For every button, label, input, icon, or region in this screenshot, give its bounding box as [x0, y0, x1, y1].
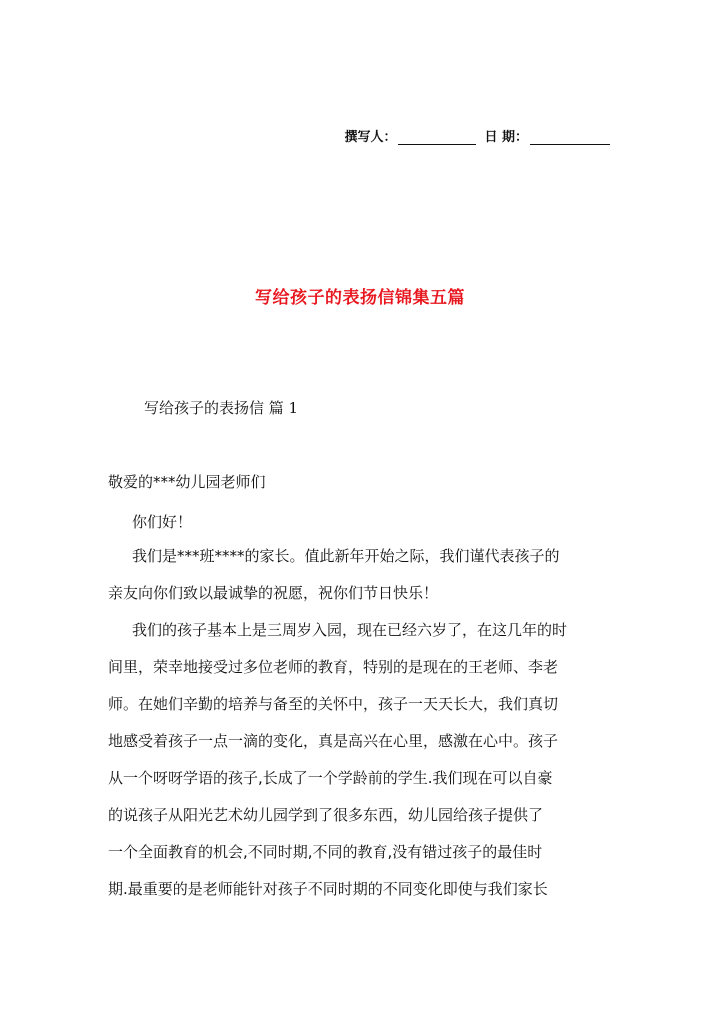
letter-salutation: 敬爱的***幼儿园老师们 — [108, 473, 266, 491]
section-subtitle: 写给孩子的表扬信 篇 1 — [144, 399, 299, 417]
paragraph-line: 期.最重要的是老师能针对孩子不同时期的不同变化即使与我们家长 — [108, 880, 548, 898]
paragraph-line: 的说孩子从阳光艺术幼儿园学到了很多东西，幼儿园给孩子提供了 — [108, 806, 544, 824]
date-label: 日 期： — [484, 130, 528, 145]
paragraph-line: 间里，荣幸地接受过多位老师的教育，特别的是现在的王老师、李老 — [108, 658, 559, 676]
author-label: 撰写人： — [344, 130, 397, 145]
paragraph-line: 师。在她们辛勤的培养与备至的关怀中，孩子一天天长大，我们真切 — [108, 695, 559, 713]
letter-greeting: 你们好！ — [132, 513, 193, 531]
document-title: 写给孩子的表扬信锦集五篇 — [255, 288, 465, 308]
date-blank — [530, 130, 610, 145]
author-date-line — [344, 126, 612, 145]
paragraph-line: 亲友向你们致以最诚挚的祝愿，祝你们节日快乐！ — [108, 584, 439, 602]
paragraph-1 — [108, 538, 612, 612]
paragraph-line: 我们的孩子基本上是三周岁入园，现在已经六岁了，在这几年的时 — [132, 621, 568, 639]
paragraph-line: 一个全面教育的机会,不同时期,不同的教育,没有错过孩子的最佳时 — [108, 843, 543, 861]
paragraph-line: 从一个呀呀学语的孩子,长成了一个学龄前的学生.我们现在可以自豪 — [108, 769, 553, 787]
author-blank — [398, 130, 476, 145]
paragraph-2 — [108, 612, 612, 908]
paragraph-line: 我们是***班****的家长。值此新年开始之际，我们谨代表孩子的 — [132, 547, 560, 565]
paragraph-line: 地感受着孩子一点一滴的变化，真是高兴在心里，感激在心中。孩子 — [108, 732, 559, 750]
